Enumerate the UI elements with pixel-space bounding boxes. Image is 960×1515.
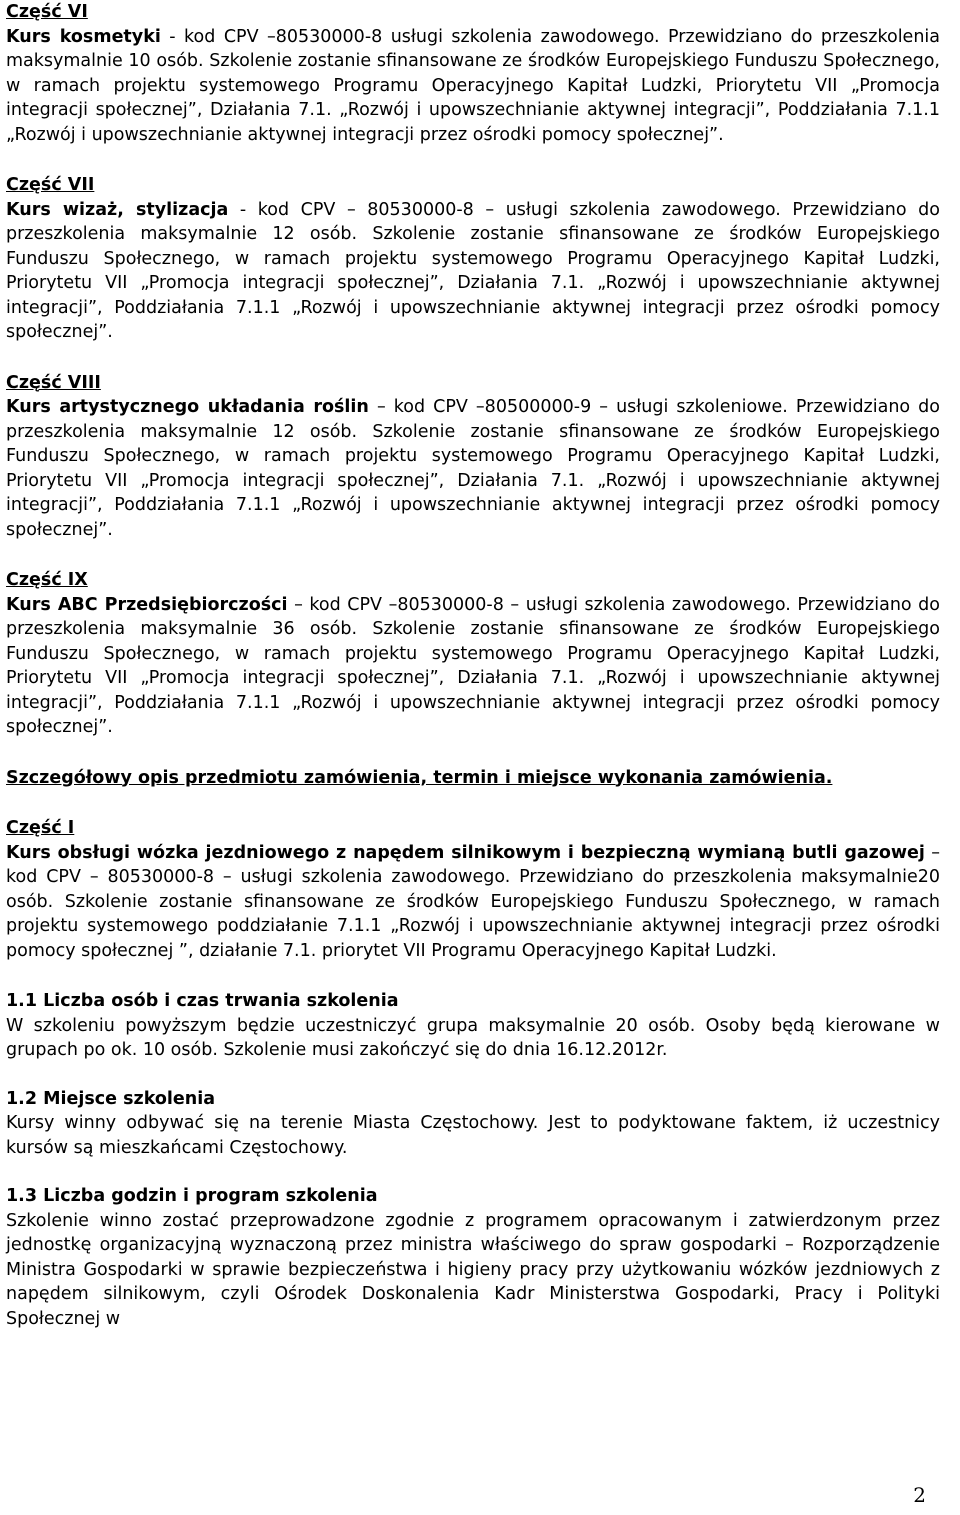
- document-page: [6, 0, 940, 1331]
- part-body: - kod CPV – 80530000-8 – usługi szkolenia zawodowego. Przewidziano do przeszkolenia maksymalnie 12 osób. Szkolenie zostanie sfinansowane ze środków Europejskiego Funduszu Społecznego, w ramach projektu systemowego Programu Operacyjnego Kapitał Ludzki, Priorytetu VII „Promocja integracji społecznej”, Działania 7.1. „Rozwój i upowszechnianie aktywnej integracji”, Poddziałania 7.1.1 „Rozwój i upowszechnianie aktywnej integracji przez ośrodki pomocy społecznej”.: [6, 199, 940, 342]
- subsection-title: 1.3 Liczba godzin i program szkolenia: [6, 1186, 378, 1206]
- part-paragraph: [6, 25, 940, 148]
- part-paragraph: [6, 395, 940, 542]
- page-number: 2: [913, 1483, 926, 1507]
- course-name: Kurs wizaż, stylizacja: [6, 199, 229, 220]
- course-name: Kurs ABC Przedsiębiorczości: [6, 594, 288, 615]
- part-heading: Część VIII: [6, 372, 101, 393]
- section-title: Szczegółowy opis przedmiotu zamówienia, termin i miejsce wykonania zamówienia.: [6, 767, 833, 788]
- subsection-body: Kursy winny odbywać się na terenie Miasta Częstochowy. Jest to podyktowane faktem, iż uczestnicy kursów są mieszkańcami Częstochowy.: [6, 1113, 940, 1158]
- part-heading: Część IX: [6, 570, 88, 590]
- course-name: Kurs obsługi wózka jezdniowego z napędem silnikowym i bezpieczną wymianą butli gazowej: [6, 842, 925, 863]
- part-body: – kod CPV – 80530000-8 – usługi szkolenia zawodowego. Przewidziano do przeszkolenia maksymalnie20 osób. Szkolenie zostanie sfinansowane ze środków Europejskiego Funduszu Społecznego, w ramach projektu systemowego poddziałanie 7.1.1 „Rozwój i upowszechnianie aktywnej integracji przez ośrodki pomocy społecznej ”, działanie 7.1. priorytet VII Programu Operacyjnego Kapitał Ludzki.: [6, 842, 940, 961]
- part-paragraph: [6, 593, 940, 740]
- part-paragraph: [6, 198, 940, 345]
- subsection-body: Szkolenie winno zostać przeprowadzone zgodnie z programem opracowanym i zatwierdzonym przez jednostkę organizacyjną wyznaczoną przez ministra właściwego do spraw gospodarki – Rozporządzenie Ministra Gospodarki w sprawie bezpieczeństwa i higieny pracy przy użytkowaniu wózków jezdniowych z napędem silnikowym, czyli Ośrodek Doskonalenia Kadr Ministerstwa Gospodarki, Pracy i Polityki Społecznej w: [6, 1210, 940, 1329]
- part-heading: Część VII: [6, 175, 95, 195]
- part-body: – kod CPV –80530000-8 – usługi szkolenia zawodowego. Przewidziano do przeszkolenia maksymalnie 36 osób. Szkolenie zostanie sfinansowane ze środków Europejskiego Funduszu Społecznego, w ramach projektu systemowego Programu Operacyjnego Kapitał Ludzki, Priorytetu VII „Promocja integracji społecznej”, Działania 7.1. „Rozwój i upowszechnianie aktywnej integracji”, Poddziałania 7.1.1 „Rozwój i upowszechnianie aktywnej integracji przez ośrodki pomocy społecznej”.: [6, 594, 940, 737]
- subsection-body: W szkoleniu powyższym będzie uczestniczyć grupa maksymalnie 20 osób. Osoby będą kierowane w grupach po ok. 10 osób. Szkolenie musi zakończyć się do dnia 16.12.2012r.: [6, 1015, 940, 1060]
- course-name: Kurs kosmetyki: [6, 26, 161, 47]
- part-heading: Część VI: [6, 2, 88, 22]
- part-paragraph: [6, 841, 940, 964]
- subsection-title: 1.2 Miejsce szkolenia: [6, 1088, 216, 1109]
- course-name: Kurs artystycznego układania roślin: [6, 397, 369, 417]
- part-heading: Część I: [6, 818, 75, 838]
- subsection-title: 1.1 Liczba osób i czas trwania szkolenia: [6, 991, 399, 1011]
- part-body: - kod CPV –80530000-8 usługi szkolenia zawodowego. Przewidziano do przeszkolenia maksymalnie 10 osób. Szkolenie zostanie sfinansowane ze środków Europejskiego Funduszu Społecznego, w ramach projektu systemowego Programu Operacyjnego Kapitał Ludzki, Priorytetu VII „Promocja integracji społecznej”, Działania 7.1. „Rozwój i upowszechnianie aktywnej integracji”, Poddziałania 7.1.1 „Rozwój i upowszechnianie aktywnej integracji przez ośrodki pomocy społecznej”.: [6, 26, 940, 145]
- part-body: – kod CPV –80500000-9 – usługi szkoleniowe. Przewidziano do przeszkolenia maksymalnie 12 osób. Szkolenie zostanie sfinansowane ze środków Europejskiego Funduszu Społecznego, w ramach projektu systemowego Programu Operacyjnego Kapitał Ludzki, Priorytetu VII „Promocja integracji społecznej”, Działania 7.1. „Rozwój i upowszechnianie aktywnej integracji”, Poddziałania 7.1.1 „Rozwój i upowszechnianie aktywnej integracji przez ośrodki pomocy społecznej”.: [6, 397, 940, 540]
